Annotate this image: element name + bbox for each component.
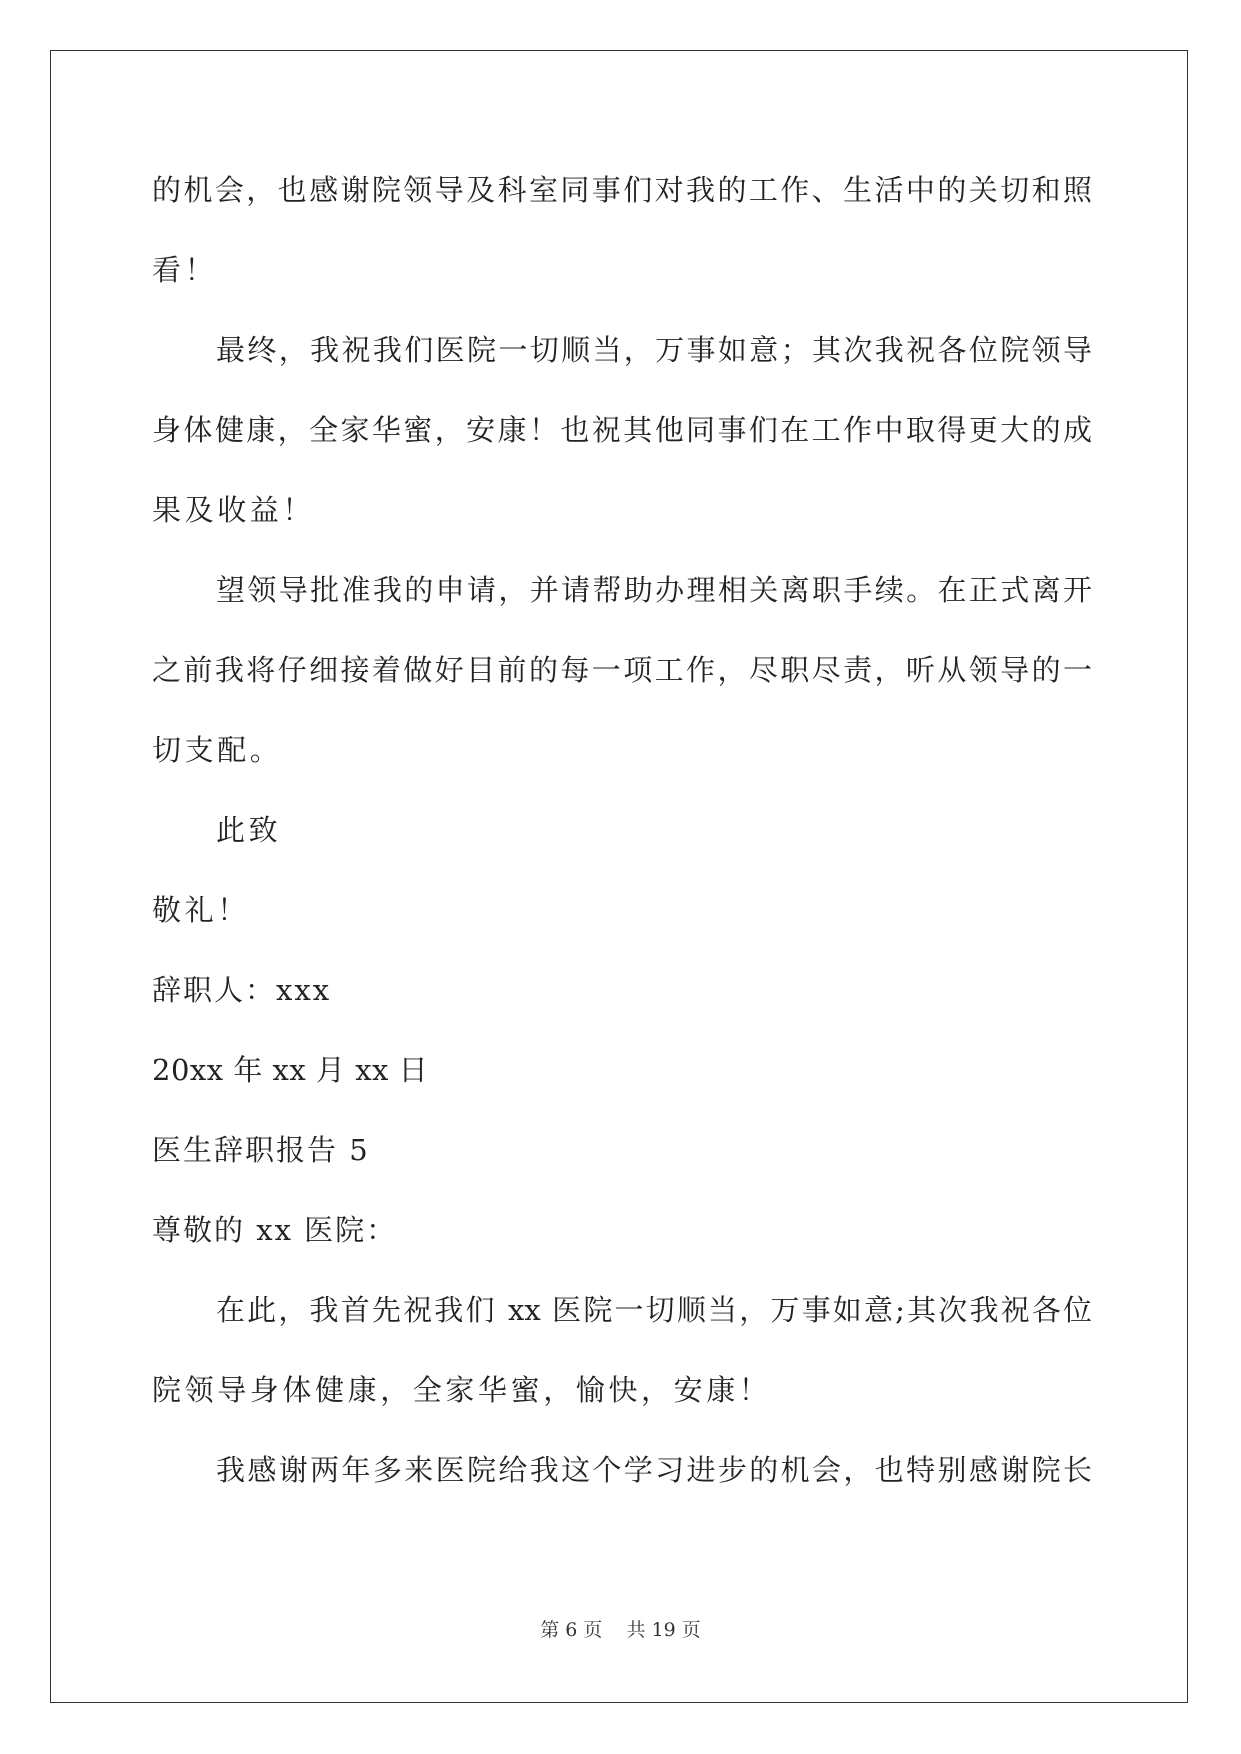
salutation-closing: 此致 xyxy=(216,813,282,847)
text-line: 切支配。 xyxy=(152,733,283,767)
paragraph-first-line: 在此，我首先祝我们 xx 医院一切顺当，万事如意;其次我祝各位 xyxy=(216,1293,1092,1327)
text-line: 身体健康，全家华蜜，安康！也祝其他同事们在工作中取得更大的成 xyxy=(152,413,1092,447)
paragraph-first-line: 最终，我祝我们医院一切顺当，万事如意；其次我祝各位院领导 xyxy=(216,333,1092,367)
text-line: 看！ xyxy=(152,253,218,287)
salutation-regards: 敬礼！ xyxy=(152,893,250,927)
text-line: 院领导身体健康，全家华蜜，愉快，安康！ xyxy=(152,1373,772,1407)
text-line: 之前我将仔细接着做好目前的每一项工作，尽职尽责，听从领导的一 xyxy=(152,653,1092,687)
page-number-footer: 第 6 页 共 19 页 xyxy=(540,1619,701,1641)
paragraph-first-line: 望领导批准我的申请，并请帮助办理相关离职手续。在正式离开 xyxy=(216,573,1092,607)
date-line: 20xx 年 xx 月 xx 日 xyxy=(152,1053,429,1087)
section-heading: 医生辞职报告 5 xyxy=(152,1133,370,1167)
addressee-line: 尊敬的 xx 医院： xyxy=(152,1213,398,1247)
text-line: 果及收益！ xyxy=(152,493,316,527)
text-line: 的机会，也感谢院领导及科室同事们对我的工作、生活中的关切和照 xyxy=(152,173,1092,207)
paragraph-first-line: 我感谢两年多来医院给我这个学习进步的机会，也特别感谢院长 xyxy=(216,1453,1092,1487)
signature-line: 辞职人：xxx xyxy=(152,973,332,1007)
